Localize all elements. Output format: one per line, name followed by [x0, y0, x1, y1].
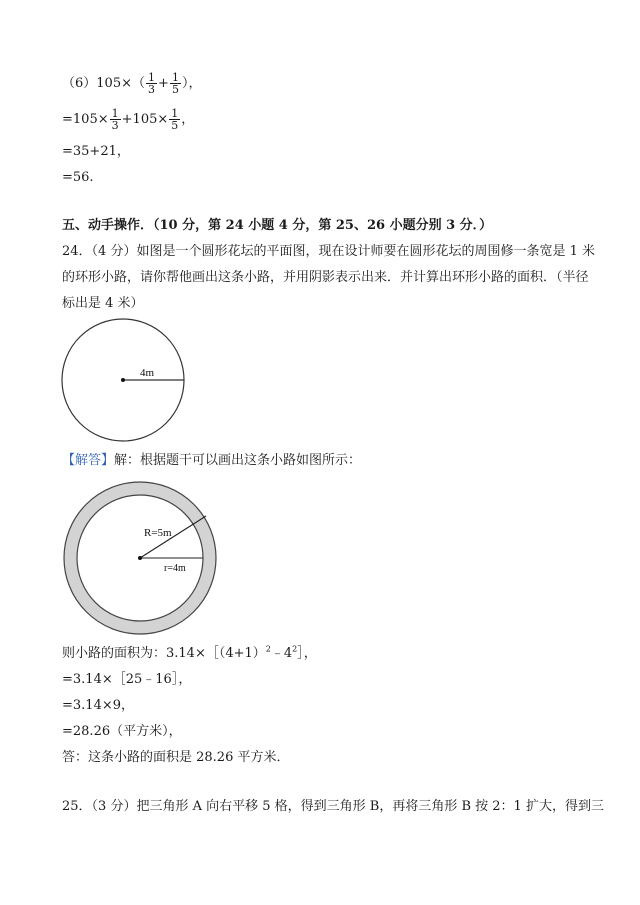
radius-label: 4m: [140, 367, 155, 379]
denominator: 3: [111, 119, 119, 132]
answer-tag: 【解答】: [62, 453, 115, 468]
calc6-line3: =35+21，: [62, 144, 130, 159]
calc-mid: ﹣4: [270, 646, 293, 661]
numerator: 1: [148, 71, 156, 84]
calc6-line4: =56.: [62, 170, 94, 185]
times-sign: ×: [157, 112, 169, 127]
denominator: 5: [171, 83, 179, 96]
q24-line2: 的环形小路，请你帮他画出这条小路，并用阴影表示出来．并计算出环形小路的面积．（半径: [62, 270, 589, 285]
q25-line1: 25．（3 分）把三角形 A 向右平移 5 格，得到三角形 B，再将三角形 B 按 2：1 扩大，得到三: [62, 799, 604, 814]
center-point: [121, 378, 125, 382]
number: 105: [96, 76, 122, 91]
item-label: （6）: [62, 76, 97, 91]
fraction-one-fifth: [170, 72, 181, 95]
paren-open: （: [132, 76, 146, 91]
calc6-line2: [62, 108, 194, 131]
answer-intro: 解：根据题干可以画出这条小路如图所示：: [114, 453, 362, 468]
fraction-one-third: [146, 72, 157, 95]
paren-close: ），: [181, 76, 202, 91]
calc-suffix: ］，: [297, 646, 317, 661]
answer-intro-line: [62, 451, 361, 471]
plus-sign: +: [121, 112, 133, 127]
exponent: 2: [292, 644, 298, 654]
answer-calc-line3: =3.14×9，: [62, 698, 135, 713]
number: 105: [72, 112, 98, 127]
times-sign: ×: [121, 76, 133, 91]
times-sign: ×: [97, 112, 109, 127]
answer-calc-line1: [62, 644, 317, 664]
number: 105: [132, 112, 158, 127]
comma: ，: [181, 112, 195, 127]
denominator: 5: [171, 119, 179, 132]
small-radius-label: r=4m: [164, 563, 186, 574]
calc-prefix: 则小路的面积为：3.14×［（4+1）: [62, 646, 266, 661]
section-heading: 五、动手操作．（10 分，第 24 小题 4 分，第 25、26 小题分别 3 分．）: [62, 218, 493, 233]
equals-sign: =: [62, 112, 73, 127]
big-radius-label: R=5m: [144, 527, 172, 539]
flowerbed-circle-figure: [60, 318, 192, 444]
answer-calc-line2: =3.14×［25﹣16］，: [62, 672, 192, 687]
calc6-line1: [62, 72, 201, 95]
q24-line3: 标出是 4 米）: [62, 296, 144, 311]
plus-sign: +: [158, 76, 169, 91]
answer-calc-line4: =28.26（平方米），: [62, 724, 182, 739]
answer-conclusion: 答：这条小路的面积是 28.26 平方米．: [62, 750, 290, 765]
ring-path-figure: [60, 478, 220, 636]
center-point: [138, 556, 142, 560]
numerator: 1: [171, 107, 179, 120]
fraction-one-third: [110, 108, 121, 131]
q24-line1: 24．（4 分）如图是一个圆形花坛的平面图，现在设计师要在圆形花坛的周围修一条宽是 1 米: [62, 244, 595, 259]
numerator: 1: [111, 107, 119, 120]
exponent: 2: [265, 644, 271, 654]
denominator: 3: [148, 83, 156, 96]
numerator: 1: [171, 71, 179, 84]
fraction-one-fifth: [169, 108, 180, 131]
